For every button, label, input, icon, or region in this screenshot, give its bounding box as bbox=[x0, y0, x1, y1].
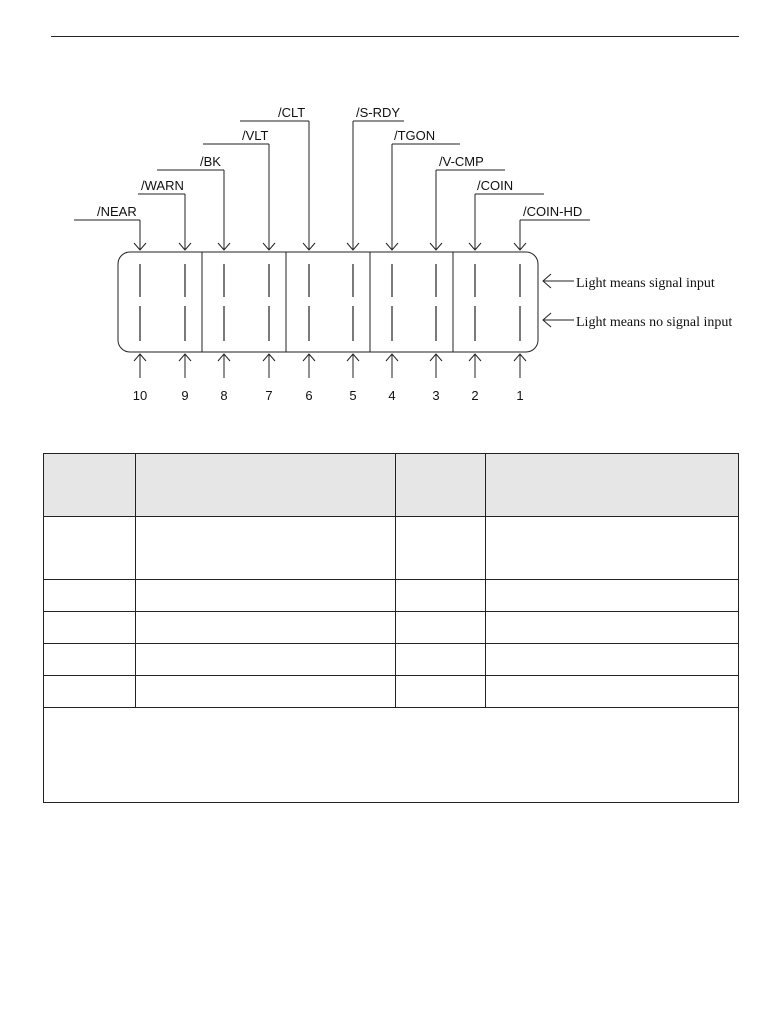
table-cell bbox=[486, 517, 739, 580]
table-cell bbox=[44, 676, 136, 708]
arrow-upper-note bbox=[543, 274, 574, 288]
signal-label: /NEAR bbox=[97, 204, 137, 219]
header-cell bbox=[396, 454, 486, 517]
table-row bbox=[44, 612, 739, 644]
signal-leader bbox=[514, 220, 590, 250]
table-row bbox=[44, 644, 739, 676]
signal-leader bbox=[74, 220, 146, 250]
table-cell bbox=[44, 517, 136, 580]
table-cell bbox=[44, 644, 136, 676]
table-cell bbox=[135, 612, 396, 644]
table-row bbox=[44, 580, 739, 612]
table-cell bbox=[135, 676, 396, 708]
signal-leader bbox=[469, 194, 544, 250]
signal-monitor-diagram bbox=[0, 0, 782, 440]
bit-arrow bbox=[179, 354, 191, 378]
table-cell bbox=[486, 580, 739, 612]
bit-arrow bbox=[430, 354, 442, 378]
signal-label: /S-RDY bbox=[356, 105, 401, 120]
arrow-lower-note bbox=[543, 313, 574, 327]
table-cell bbox=[396, 676, 486, 708]
bit-number: 1 bbox=[516, 388, 524, 403]
table-cell bbox=[44, 580, 136, 612]
bit-arrow bbox=[303, 354, 315, 378]
signal-label: /V-CMP bbox=[439, 154, 484, 169]
signal-label: /VLT bbox=[242, 128, 269, 143]
bit-number: 5 bbox=[349, 388, 357, 403]
bit-number: 2 bbox=[471, 388, 479, 403]
table-cell bbox=[44, 612, 136, 644]
bit-arrow bbox=[263, 354, 275, 378]
bit-number: 4 bbox=[388, 388, 396, 403]
table-cell bbox=[396, 612, 486, 644]
bit-arrow bbox=[469, 354, 481, 378]
header-cell bbox=[44, 454, 136, 517]
table-row bbox=[44, 517, 739, 580]
signal-label: /BK bbox=[200, 154, 221, 169]
table-cell bbox=[486, 612, 739, 644]
table-cell bbox=[486, 644, 739, 676]
header-cell bbox=[135, 454, 396, 517]
table-cell bbox=[135, 644, 396, 676]
table-cell bbox=[486, 676, 739, 708]
table-cell bbox=[135, 517, 396, 580]
bit-arrow bbox=[514, 354, 526, 378]
bit-number: 9 bbox=[181, 388, 189, 403]
note-no-signal-input: Light means no signal input bbox=[576, 315, 733, 330]
signal-label: /CLT bbox=[278, 105, 306, 120]
table-cell bbox=[396, 517, 486, 580]
bit-arrow bbox=[347, 354, 359, 378]
signal-label: /COIN-HD bbox=[523, 204, 583, 219]
table-row bbox=[44, 676, 739, 708]
table-cell bbox=[135, 580, 396, 612]
header-cell bbox=[486, 454, 739, 517]
table-cell bbox=[396, 580, 486, 612]
table-notes-cell bbox=[44, 708, 739, 803]
bit-arrow bbox=[218, 354, 230, 378]
bit-number: 8 bbox=[220, 388, 228, 403]
signal-label: /WARN bbox=[141, 178, 184, 193]
bit-number: 3 bbox=[432, 388, 440, 403]
table-cell bbox=[396, 644, 486, 676]
bit-number: 6 bbox=[305, 388, 313, 403]
signal-label: /COIN bbox=[477, 178, 514, 193]
table-notes-row bbox=[44, 708, 739, 803]
table-header-row bbox=[44, 454, 739, 517]
signal-leader bbox=[138, 194, 191, 250]
bit-arrow bbox=[386, 354, 398, 378]
bit-arrow bbox=[134, 354, 146, 378]
bit-number: 7 bbox=[265, 388, 273, 403]
signal-label: /TGON bbox=[394, 128, 436, 143]
signal-table bbox=[43, 453, 739, 803]
note-signal-input: Light means signal input bbox=[576, 276, 715, 291]
bit-number: 10 bbox=[132, 388, 148, 403]
